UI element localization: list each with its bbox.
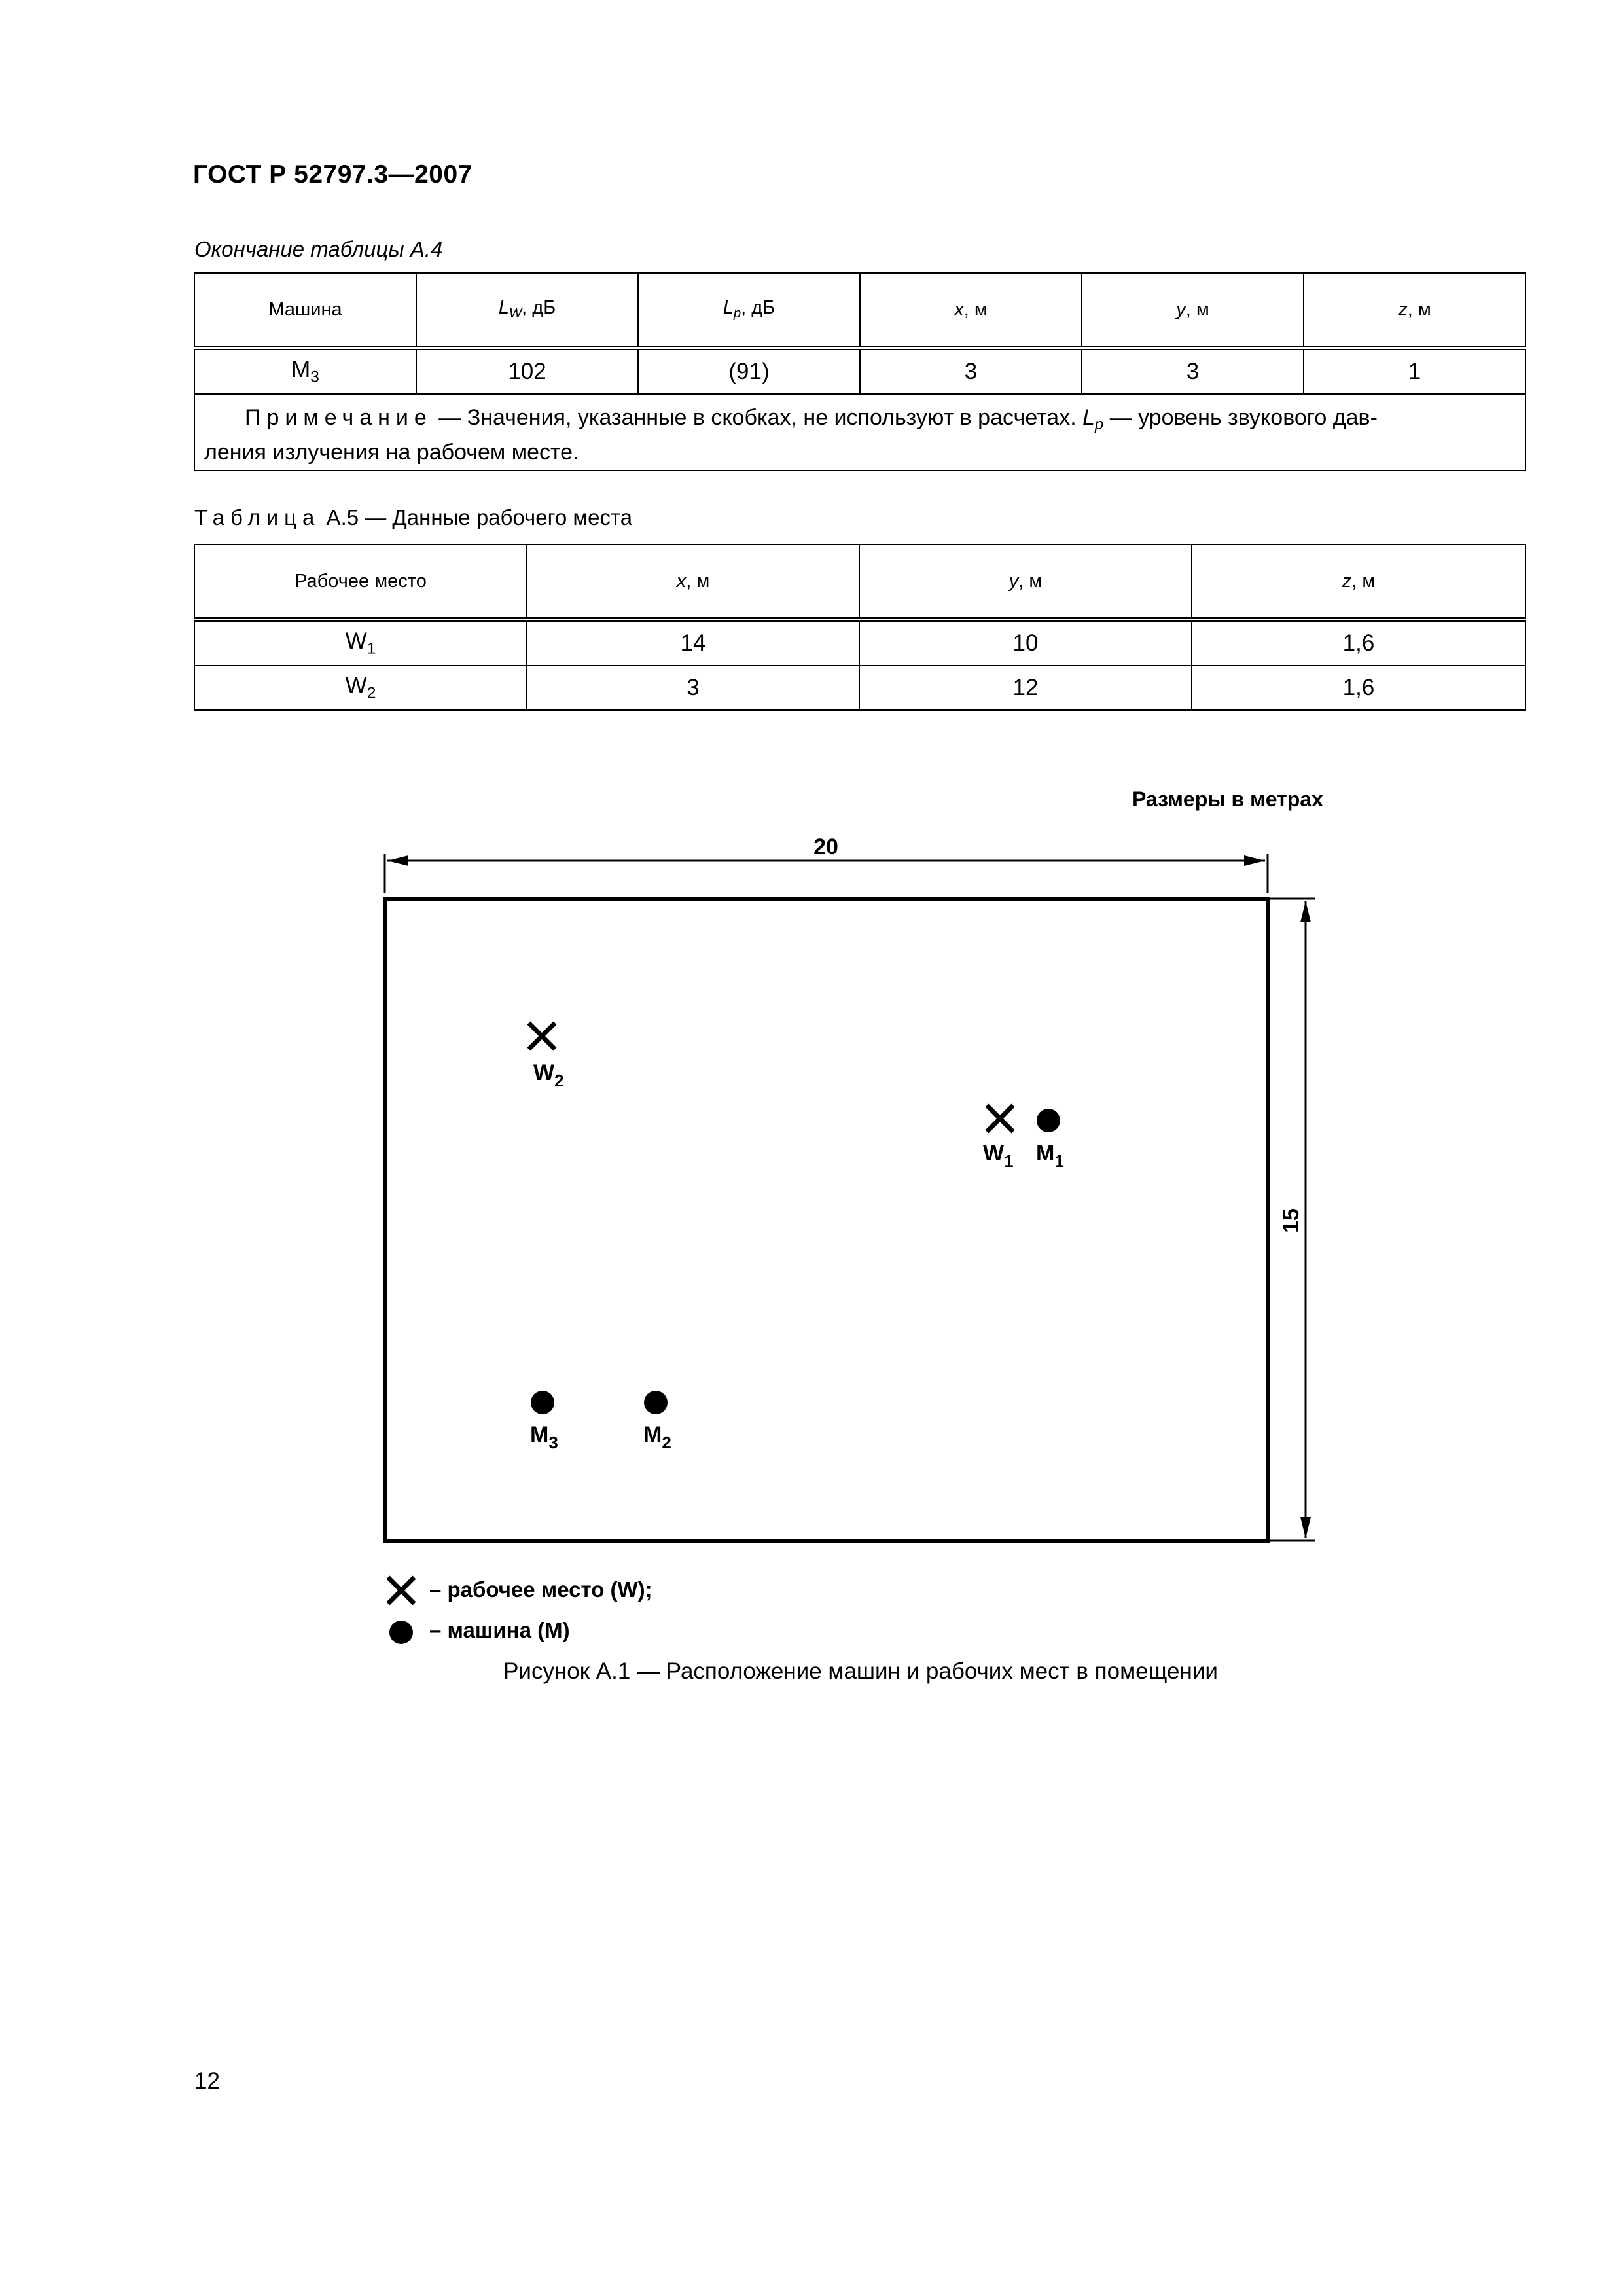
page-number: 12	[194, 2068, 220, 2094]
machine-m2-label: $M_2$	[643, 1422, 671, 1452]
cell-y: 10	[859, 620, 1192, 666]
legend-machine-label: – машина (M)	[429, 1618, 570, 1642]
header-y: y, м	[1082, 273, 1304, 348]
width-label: 20	[813, 834, 838, 859]
figure-caption: Рисунок А.1 — Расположение машин и рабочих мест в помещении	[503, 1659, 1218, 1684]
arrow-up-icon	[1300, 901, 1311, 922]
document-title: ГОСТ Р 52797.3—2007	[193, 160, 473, 188]
machine-m3-label: $M_3$	[530, 1422, 558, 1452]
cell-x: 3	[527, 666, 859, 710]
height-label: 15	[1279, 1208, 1304, 1233]
machine-m3-marker	[530, 1391, 558, 1452]
cell-x: 14	[527, 620, 859, 666]
cell-lp: (91)	[638, 348, 860, 395]
room-outline	[385, 899, 1268, 1541]
machine-m1-marker	[1036, 1109, 1064, 1171]
dimensions-note: Размеры в метрах	[1132, 787, 1323, 811]
filled-circle-icon	[1037, 1109, 1060, 1132]
cell-y: 3	[1082, 348, 1304, 395]
table-a4-caption: Окончание таблицы А.4	[194, 237, 443, 261]
table-a5-caption: Таблица А.5 — Данные рабочего места	[194, 505, 633, 529]
cell-z: 1,6	[1192, 620, 1525, 666]
cell-z: 1,6	[1192, 666, 1525, 710]
header-y: y, м	[859, 545, 1192, 620]
filled-circle-icon	[389, 1621, 413, 1644]
machine-m2-marker	[643, 1391, 671, 1452]
filled-circle-icon	[531, 1391, 554, 1414]
table-note: Примечание — Значения, указанные в скобках, не используют в расчетах. $L_p$ — уровень звукового дав- ления излучения на рабочем месте.	[194, 394, 1525, 471]
filled-circle-icon	[644, 1391, 668, 1414]
cell-workplace: $W_2$	[194, 666, 527, 710]
header-lw: $L_W$, дБ	[416, 273, 638, 348]
header-workplace: Рабочее место	[194, 545, 527, 620]
header-machine: Машина	[194, 273, 416, 348]
header-z: z, м	[1304, 273, 1525, 348]
workplace-w2-label: $W_2$	[533, 1060, 564, 1090]
cell-lw: 102	[416, 348, 638, 395]
workplace-w2-marker	[529, 1023, 564, 1090]
cell-machine: $M_3$	[194, 348, 416, 395]
header-x: x, м	[527, 545, 859, 620]
arrow-right-icon	[1244, 855, 1265, 866]
header-z: z, м	[1192, 545, 1525, 620]
cell-workplace: $W_1$	[194, 620, 527, 666]
legend	[388, 1577, 652, 1644]
workplace-w1-label: $W_1$	[983, 1141, 1014, 1171]
legend-workplace-label: – рабочее место (W);	[429, 1577, 652, 1602]
arrow-down-icon	[1300, 1517, 1311, 1538]
machine-m1-label: $M_1$	[1036, 1141, 1064, 1171]
header-x: x, м	[860, 273, 1082, 348]
cell-y: 12	[859, 666, 1192, 710]
workplace-w1-marker	[983, 1105, 1014, 1171]
cell-x: 3	[860, 348, 1082, 395]
header-lp: $L_p$, дБ	[638, 273, 860, 348]
cell-z: 1	[1304, 348, 1525, 395]
arrow-left-icon	[387, 855, 408, 866]
